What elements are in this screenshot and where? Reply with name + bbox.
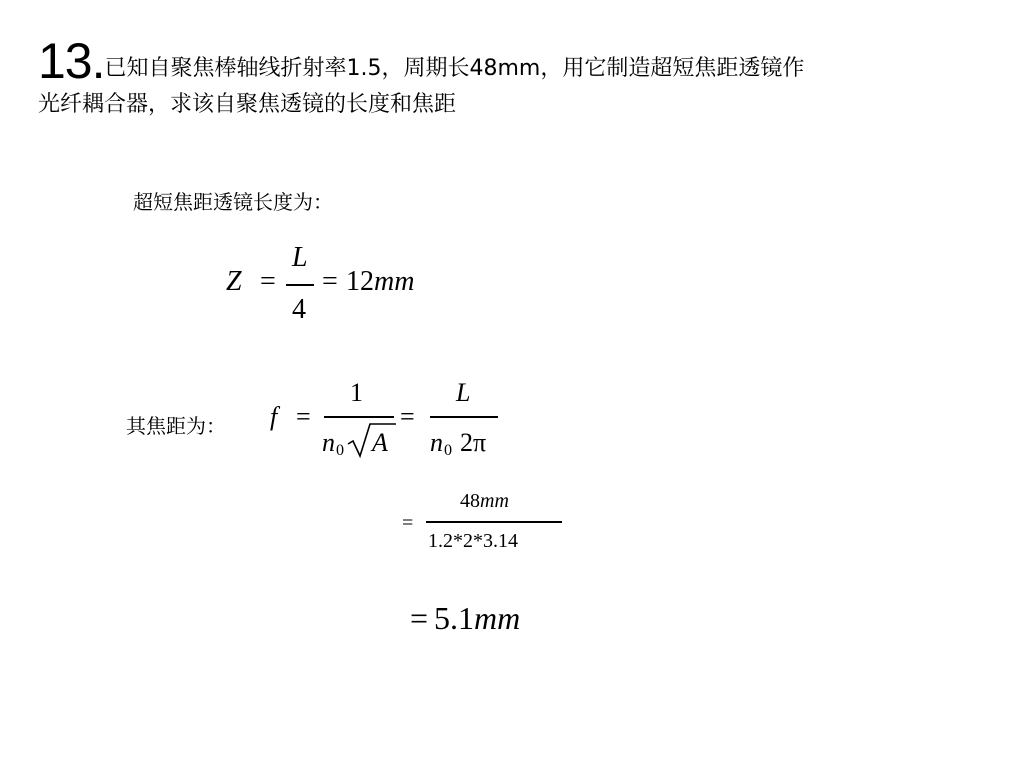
focal-heading: 其焦距为： [126,414,226,438]
focal-lhs: f [270,402,278,431]
length-numerator: L [292,242,308,273]
focal-frac1-bar [324,416,394,418]
focal-frac1-numerator: 1 [350,378,363,407]
focal-frac2-den-sub: 0 [444,442,453,459]
length-equals-2: = [322,266,338,297]
focal-frac2-numerator: L [456,378,471,407]
length-denominator: 4 [292,294,306,325]
step-numerator-unit: mm [480,490,509,512]
problem-text-line1: 已知自聚焦棒轴线折射率1.5，周期长48mm，用它制造超短焦距透镜作 [104,56,805,81]
result-equals: = [410,600,429,636]
focal-equals-2: = [400,402,415,431]
focal-frac1-den-A: A [372,428,388,457]
problem-number: 13. [38,33,105,89]
step-equals: = [402,512,414,534]
step-numerator-value: 48 [460,490,480,512]
focal-equals: = [296,402,311,431]
length-value: 12 [346,266,374,297]
focal-frac2-bar [430,416,498,418]
focal-frac2-den-n: n [430,428,443,457]
result-value: 5.1 [434,600,475,636]
focal-frac1-den-n: n [322,428,335,457]
focal-frac2-den-rest: 2π [460,428,487,457]
length-fraction-bar [286,284,314,286]
length-lhs: Z [226,266,242,297]
length-equals: = [260,266,276,297]
step-denominator: 1.2*2*3.14 [428,530,518,552]
problem-statement [38,33,1013,117]
focal-frac1-den-sub: 0 [336,442,345,459]
focal-numeric-step [402,490,572,560]
problem-text-line2: 光纤耦合器，求该自聚焦透镜的长度和焦距 [38,92,457,117]
focal-formula [266,380,526,470]
step-fraction-bar [426,521,562,523]
focal-result [410,600,520,637]
result-unit: mm [474,600,521,636]
length-formula [226,244,466,334]
length-unit: mm [374,266,415,297]
length-heading: 超短焦距透镜长度为： [133,190,333,214]
